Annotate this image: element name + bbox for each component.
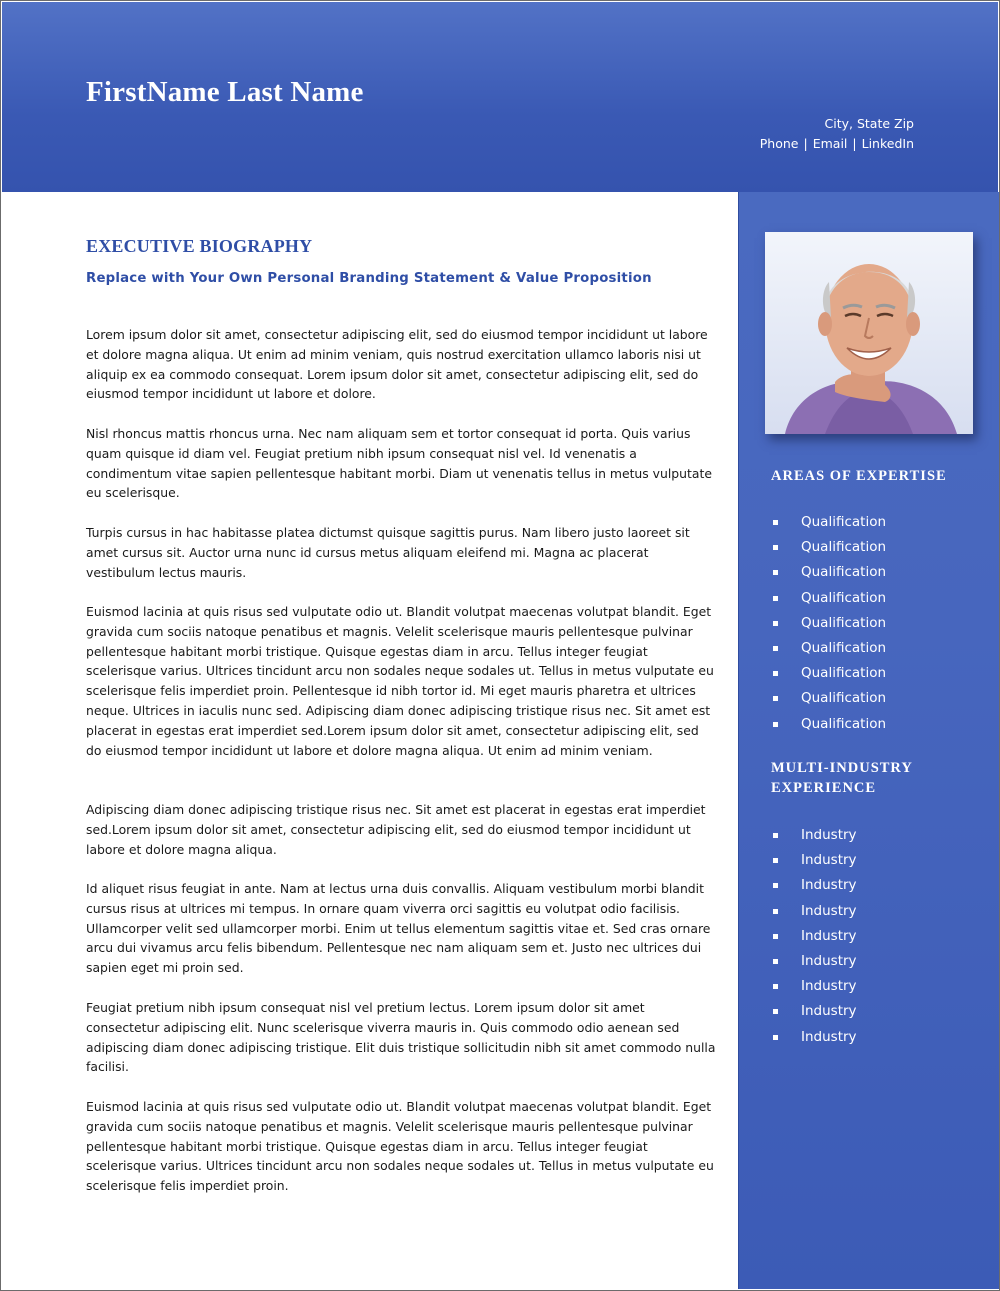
list-item xyxy=(773,586,886,611)
list-item xyxy=(773,899,857,924)
bullet-icon xyxy=(773,934,778,939)
list-item xyxy=(773,1025,857,1050)
industry-item-label: Industry xyxy=(801,852,857,869)
list-item xyxy=(773,848,857,873)
bullet-icon xyxy=(773,570,778,575)
bio-paragraph: Nisl rhoncus mattis rhoncus urna. Nec nam aliquam sem et tortor consequat id porta. Quis varius quam quisque id diam vel. Feugiat pretium nibh ipsum consequat nisl vel. Id venenatis a condimentum vitae sapien pellentesque habitant morbi. Diam ut venenatis tellus in metus vulputate eu scelerisque. xyxy=(86,426,712,501)
expertise-item-label: Qualification xyxy=(801,514,887,530)
contact-block xyxy=(760,114,914,154)
list-item xyxy=(773,712,886,737)
address-line: City, State Zip xyxy=(824,116,914,131)
sidebar xyxy=(738,192,999,1289)
list-item xyxy=(773,686,886,711)
bio-paragraph: Lorem ipsum dolor sit amet, consectetur adipiscing elit, sed do eiusmod tempor incididunt ut labore et dolore magna aliqua. Ut enim ad minim veniam, quis nostrud exercitation ullamco laboris nisi ut aliquip ex ea commodo consequat. Lorem ipsum dolor sit amet, consectetur adipiscing elit, sed do eiusmod tempor incididunt ut labore et dolore. xyxy=(86,327,708,402)
industry-item-label: Industry xyxy=(801,902,857,919)
industry-heading-line: EXPERIENCE xyxy=(771,780,877,796)
bullet-icon xyxy=(773,696,778,701)
profile-photo xyxy=(765,232,973,434)
expertise-item-label: Qualification xyxy=(801,715,887,732)
bio-paragraph: Adipiscing diam donec adipiscing tristique risus nec. Sit amet est placerat in egestas erat imperdiet sed.Lorem ipsum dolor sit amet, consectetur adipiscing elit, sed do eiusmod tempor incididunt ut labore et dolore magna aliqua. xyxy=(86,802,706,857)
list-item xyxy=(773,823,857,848)
list-item xyxy=(773,510,886,535)
contact-line xyxy=(760,134,914,154)
bio-paragraph: Euismod lacinia at quis risus sed vulputate odio ut. Blandit volutpat maecenas volutpat blandit. Eget gravida cum sociis natoque penatibus et magnis. Velelit scelerisque mauris pellentesque pulvinar pellentesque habitant morbi tristique. Quisque egestas diam in arcu. Tellus integer feugiat scelerisque varius. Ultrices tincidunt arcu non sodales neque sodales ut. Tellus in metus vulputate eu scelerisque felis imperdiet proin. xyxy=(86,1099,714,1194)
bullet-icon xyxy=(773,545,778,550)
bullet-icon xyxy=(773,596,778,601)
bullet-icon xyxy=(773,722,778,727)
list-item xyxy=(773,924,857,949)
industry-item-label: Industry xyxy=(801,927,857,944)
bullet-icon xyxy=(773,671,778,676)
expertise-item-label: Qualification xyxy=(801,665,887,682)
bullet-icon xyxy=(773,959,778,964)
separator: | xyxy=(803,136,808,151)
expertise-item-label: Qualification xyxy=(801,639,887,656)
list-item xyxy=(773,636,886,661)
list-item xyxy=(773,661,886,686)
list-item xyxy=(773,974,857,999)
expertise-item-label: Qualification xyxy=(801,564,887,581)
bullet-icon xyxy=(773,984,778,989)
bullet-icon xyxy=(773,1035,778,1040)
bio-paragraph: Euismod lacinia at quis risus sed vulputate odio ut. Blandit volutpat maecenas volutpat blandit. Eget gravida cum sociis natoque penatibus et magnis. Velelit scelerisque mauris pellentesque pulvinar pellentesque habitant morbi tristique. Quisque egestas diam in arcu. Tellus integer feugiat scelerisque varius. Ultrices tincidunt arcu non sodales neque sodales ut. Tellus in metus vulputate eu scelerisque felis imperdiet proin. Pellentesque id nibh tortor id. Mi eget mauris pharetra et ultrices neque. Ultrices in iaculis nunc sed. Adipiscing diam donec adipiscing tristique risus nec. Sit amet est placerat in egestas erat imperdiet sed.Lorem ipsum dolor sit amet, consectetur adipiscing elit, sed do eiusmod tempor incididunt ut labore et dolore magna aliqua. Ut enim ad minim veniam. xyxy=(86,604,714,758)
expertise-item-label: Qualification xyxy=(801,539,887,556)
bullet-icon xyxy=(773,883,778,888)
bio-paragraph: Turpis cursus in hac habitasse platea dictumst quisque sagittis purus. Nam libero justo laoreet sit amet cursus sit. Auctor urna nunc id cursus metus aliquam eleifend mi. Magna ac placerat vestibulum lectus mauris. xyxy=(86,525,690,580)
bullet-icon xyxy=(773,909,778,914)
bullet-icon xyxy=(773,621,778,626)
expertise-item-label: Qualification xyxy=(801,614,887,631)
phone-label: Phone xyxy=(759,136,799,151)
person-name: FirstName Last Name xyxy=(86,76,364,108)
expertise-list xyxy=(773,510,886,737)
industry-heading xyxy=(771,758,913,798)
industry-item-label: Industry xyxy=(801,978,857,995)
separator: | xyxy=(852,136,857,151)
portrait-image xyxy=(765,232,973,434)
list-item xyxy=(773,873,857,898)
header-banner xyxy=(2,2,998,192)
industry-item-label: Industry xyxy=(801,952,857,969)
industry-item-label: Industry xyxy=(801,877,857,894)
industry-list xyxy=(773,823,857,1050)
branding-statement: Replace with Your Own Personal Branding Statement & Value Proposition xyxy=(86,271,652,286)
list-item xyxy=(773,560,886,585)
bullet-icon xyxy=(773,833,778,838)
bio-paragraph: Id aliquet risus feugiat in ante. Nam at lectus urna duis convallis. Aliquam vestibulum morbi blandit cursus risus at ultrices mi tempus. In ornare quam viverra orci sagittis eu volutpat odio facilisis. Ullamcorper velit sed ullamcorper morbi. Enim ut tellus elementum sagittis vitae et. Sed cras ornare arcu dui vivamus arcu felis bibendum. Pellentesque nec nam aliquam sem et. Justo nec ultrices dui sapien eget mi proin sed. xyxy=(86,881,711,976)
list-item xyxy=(773,949,857,974)
expertise-heading: AREAS OF EXPERTISE xyxy=(771,468,947,484)
email-label: Email xyxy=(812,136,848,151)
expertise-item-label: Qualification xyxy=(801,690,887,707)
bio-paragraph: Feugiat pretium nibh ipsum consequat nisl vel pretium lectus. Lorem ipsum dolor sit amet consectetur adipiscing elit. Nunc scelerisque viverra mauris in. Quis commodo odio aenean sed adipiscing diam donec adipiscing tristique. Elit duis tristique sollicitudin nibh sit amet commodo nulla facilisi. xyxy=(86,1000,716,1075)
section-title: EXECUTIVE BIOGRAPHY xyxy=(86,236,313,256)
linkedin-label: LinkedIn xyxy=(861,136,914,151)
industry-item-label: Industry xyxy=(801,1028,857,1045)
bullet-icon xyxy=(773,858,778,863)
expertise-item-label: Qualification xyxy=(801,589,887,606)
bullet-icon xyxy=(773,646,778,651)
list-item xyxy=(773,535,886,560)
bullet-icon xyxy=(773,520,778,525)
main-content xyxy=(86,236,716,1194)
industry-heading-line: MULTI-INDUSTRY xyxy=(771,760,913,776)
list-item xyxy=(773,611,886,636)
industry-item-label: Industry xyxy=(801,827,857,843)
list-item xyxy=(773,999,857,1024)
bullet-icon xyxy=(773,1009,778,1014)
industry-item-label: Industry xyxy=(801,1003,857,1020)
